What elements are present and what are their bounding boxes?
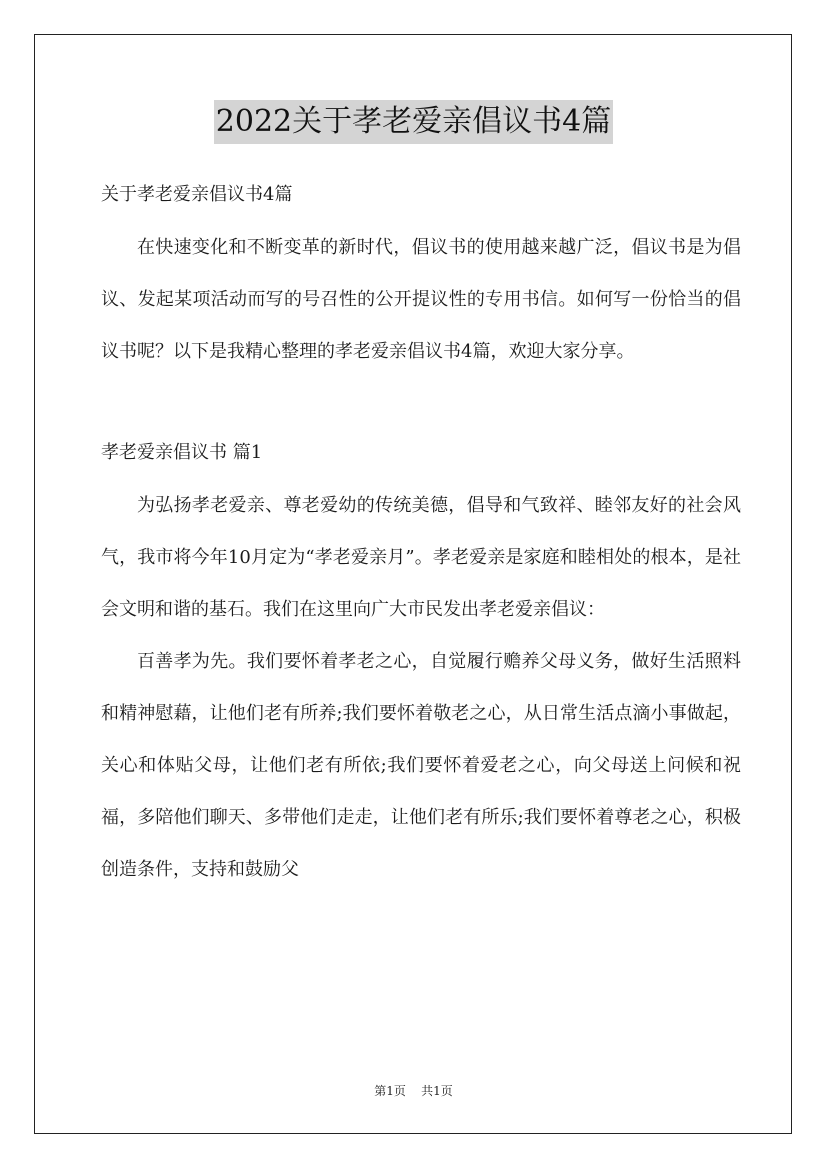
intro-paragraph: 在快速变化和不断变革的新时代，倡议书的使用越来越广泛，倡议书是为倡议、发起某项活动而写的号召性的公开提议性的专用书信。如何写一份恰当的倡议书呢？以下是我精心整理的孝老爱亲倡议书4篇，欢迎大家分享。 — [101, 237, 741, 362]
page-footer — [0, 1082, 827, 1100]
spacer — [101, 472, 741, 480]
body-paragraph-2: 百善孝为先。我们要怀着孝老之心，自觉履行赡养父母义务，做好生活照料和精神慰藉，让他们老有所养;我们要怀着敬老之心，从日常生活点滴小事做起，关心和体贴父母，让他们老有所依;我们要怀着爱老之心，向父母送上问候和祝福，多陪他们聊天、多带他们走走，让他们老有所乐;我们要怀着尊老之心，积极创造条件，支持和鼓励父 — [101, 651, 741, 880]
section-heading: 孝老爱亲倡议书 篇1 — [101, 442, 263, 463]
body-paragraph-1: 为弘扬孝老爱亲、尊老爱幼的传统美德，倡导和气致祥、睦邻友好的社会风气，我市将今年10月定为“孝老爱亲月”。孝老爱亲是家庭和睦相处的根本，是社会文明和谐的基石。我们在这里向广大市民发出孝老爱亲倡议： — [101, 495, 741, 620]
document-body — [101, 176, 741, 896]
title-container — [0, 100, 827, 144]
document-title: 2022关于孝老爱亲倡议书4篇 — [214, 100, 613, 144]
document-subtitle: 关于孝老爱亲倡议书4篇 — [101, 184, 293, 205]
spacer — [101, 214, 741, 222]
page-total: 共1页 — [421, 1084, 453, 1098]
page-number: 第1页 — [374, 1084, 406, 1098]
section-spacer — [101, 378, 741, 434]
